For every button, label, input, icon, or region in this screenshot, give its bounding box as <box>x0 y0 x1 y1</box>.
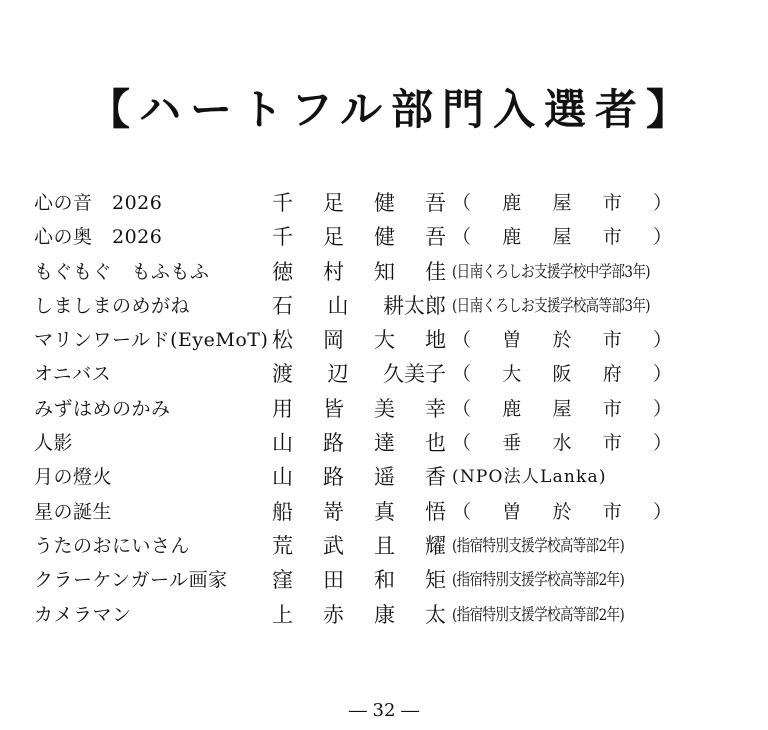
work-title: 人影 <box>34 432 74 455</box>
affiliation-char: 垂 <box>502 432 522 455</box>
entrant-name-part: 太 <box>425 602 446 627</box>
affiliation-char: 市 <box>602 329 622 352</box>
affiliation-char: 屋 <box>552 192 572 214</box>
entrant-name-part: 大 <box>374 328 395 353</box>
entrant-affiliation <box>452 186 672 220</box>
entrant-name <box>272 289 446 323</box>
entrant-name <box>272 392 446 426</box>
entrant-name-part: 矩 <box>425 568 446 593</box>
entrant-row <box>34 220 674 254</box>
work-title: オニバス <box>34 363 112 386</box>
entrant-name-part: 康 <box>374 602 395 627</box>
entrant-name-part: 赤 <box>323 602 344 627</box>
entrant-name-part: 健 <box>374 191 395 215</box>
affiliation-char: 市 <box>602 432 622 455</box>
entrant-name-part: 千 <box>272 225 293 250</box>
entrant-name-part: 路 <box>323 431 344 456</box>
affiliation-char: 屋 <box>552 226 572 249</box>
affiliation-char: （ <box>452 500 472 523</box>
entrant-list <box>34 186 674 632</box>
affiliation-char: 市 <box>602 500 622 523</box>
entrant-name-part: 香 <box>425 465 446 490</box>
work-title: 星の誕生 <box>34 500 113 523</box>
entrant-name-part: 山 <box>272 465 293 490</box>
work-title: みずはめのかみ <box>34 397 171 420</box>
affiliation-char: 大 <box>502 363 522 386</box>
affiliation-char: 於 <box>552 500 572 523</box>
entrant-affiliation <box>452 220 672 254</box>
entrant-row <box>34 563 674 597</box>
entrant-name-part: 徳 <box>272 259 293 284</box>
entrant-affiliation: (日南くろしお支援学校高等部3年) <box>452 296 650 316</box>
entrant-row <box>34 495 674 529</box>
entrant-row <box>34 426 674 460</box>
entrant-name-part: 遥 <box>374 465 395 490</box>
affiliation-char: （ <box>452 329 472 352</box>
entrant-row <box>34 598 674 632</box>
affiliation-char: 屋 <box>552 397 572 420</box>
affiliation-char: （ <box>452 432 472 455</box>
affiliation-char: （ <box>452 397 472 420</box>
entrant-affiliation <box>452 495 672 529</box>
entrant-name-part: 武 <box>323 533 344 558</box>
section-heading: 【ハートフル部門入選者】 <box>88 85 698 134</box>
entrant-row <box>34 529 674 563</box>
work-title: もぐもぐ もふもふ <box>34 260 210 283</box>
affiliation-char: 鹿 <box>502 192 522 214</box>
entrant-name-part: 真 <box>374 499 395 524</box>
entrant-name <box>272 255 446 289</box>
entrant-name-part: 美 <box>374 396 395 421</box>
entrant-affiliation: (指宿特別支援学校高等部2年) <box>452 570 625 590</box>
affiliation-char: 曽 <box>502 329 522 352</box>
entrant-affiliation: (指宿特別支援学校高等部2年) <box>452 604 625 625</box>
entrant-name-part: 地 <box>425 328 446 353</box>
entrant-name-part: 足 <box>323 225 344 250</box>
work-title: 月の燈火 <box>34 466 113 489</box>
affiliation-char: 阪 <box>552 363 572 386</box>
entrant-name-part: 松 <box>272 328 293 353</box>
entrant-name-part: 耀 <box>425 533 446 558</box>
entrant-affiliation: (指宿特別支援学校高等部2年) <box>452 536 625 556</box>
entrant-affiliation <box>452 357 672 391</box>
affiliation-char: 水 <box>552 432 572 455</box>
entrant-name-part: 佳 <box>425 259 446 284</box>
entrant-name-part: 知 <box>374 259 395 284</box>
affiliation-char: 於 <box>552 329 572 352</box>
entrant-name-part: 久美子 <box>383 362 446 387</box>
entrant-name <box>272 186 446 220</box>
entrant-name-part: 足 <box>323 191 344 215</box>
entrant-name-part: 且 <box>374 533 395 558</box>
work-title: 心の奥 2026 <box>34 226 163 249</box>
entrant-row <box>34 392 674 426</box>
affiliation-char: 市 <box>602 226 622 249</box>
affiliation-char: ） <box>652 192 672 214</box>
entrant-name <box>272 495 446 529</box>
entrant-name <box>272 323 446 357</box>
affiliation-char: 府 <box>602 363 622 386</box>
affiliation-char: ） <box>652 432 672 455</box>
affiliation-char: ） <box>652 397 672 420</box>
entrant-name-part: 山 <box>327 293 349 318</box>
entrant-name-part: 岡 <box>323 328 344 353</box>
entrant-name-part: 嵜 <box>323 499 344 524</box>
work-title: カメラマン <box>34 603 132 626</box>
work-title: うたのおにいさん <box>34 534 191 557</box>
entrant-name-part: 窪 <box>272 568 293 593</box>
entrant-name-part: 也 <box>425 431 446 456</box>
entrant-affiliation: (NPO法人Lanka) <box>452 467 607 488</box>
entrant-affiliation <box>452 392 672 426</box>
entrant-name-part: 和 <box>374 568 395 593</box>
entrant-name <box>272 357 446 391</box>
affiliation-char: 曽 <box>502 500 522 523</box>
work-title: しましまのめがね <box>34 294 191 317</box>
entrant-name <box>272 220 446 254</box>
entrant-name-part: 耕太郎 <box>383 293 446 318</box>
entrant-name-part: 吾 <box>425 191 446 215</box>
entrant-name <box>272 529 446 563</box>
entrant-affiliation: (日南くろしお支援学校中学部3年) <box>452 261 650 282</box>
work-title: クラーケンガール画家 <box>34 569 228 592</box>
entrant-name <box>272 598 446 632</box>
entrant-row <box>34 323 674 357</box>
entrant-name <box>272 563 446 597</box>
entrant-name <box>272 460 446 494</box>
entrant-name-part: 山 <box>272 431 293 456</box>
affiliation-char: ） <box>652 500 672 523</box>
work-title: マリンワールド(EyeMoT) <box>34 329 269 352</box>
entrant-name-part: 幸 <box>425 396 446 421</box>
entrant-name-part: 用 <box>272 396 293 421</box>
page-number: ― 32 ― <box>348 700 420 721</box>
entrant-name-part: 悟 <box>425 499 446 524</box>
affiliation-char: ） <box>652 226 672 249</box>
entrant-row <box>34 357 674 391</box>
entrant-name-part: 千 <box>272 191 293 215</box>
entrant-name-part: 上 <box>272 602 293 627</box>
entrant-name-part: 石 <box>272 293 293 318</box>
entrant-name <box>272 426 446 460</box>
entrant-name-part: 達 <box>374 431 395 456</box>
entrant-name-part: 田 <box>323 568 344 593</box>
affiliation-char: （ <box>452 192 472 214</box>
entrant-row <box>34 289 674 323</box>
affiliation-char: （ <box>452 363 472 386</box>
entrant-name-part: 路 <box>323 465 344 490</box>
work-title: 心の音 2026 <box>34 192 163 214</box>
affiliation-char: 鹿 <box>502 397 522 420</box>
affiliation-char: ） <box>652 329 672 352</box>
entrant-name-part: 荒 <box>272 533 293 558</box>
entrant-name-part: 村 <box>323 259 344 284</box>
entrant-name-part: 船 <box>272 499 293 524</box>
entrant-row <box>34 255 674 289</box>
affiliation-char: （ <box>452 226 472 249</box>
entrant-name-part: 健 <box>374 225 395 250</box>
entrant-name-part: 辺 <box>327 362 349 387</box>
affiliation-char: 鹿 <box>502 226 522 249</box>
entrant-name-part: 吾 <box>425 225 446 250</box>
affiliation-char: 市 <box>602 192 622 214</box>
entrant-row <box>34 460 674 494</box>
entrant-name-part: 渡 <box>272 362 293 387</box>
entrant-affiliation <box>452 323 672 357</box>
entrant-affiliation <box>452 426 672 460</box>
entrant-name-part: 皆 <box>323 396 344 421</box>
entrant-row <box>34 186 674 220</box>
affiliation-char: 市 <box>602 397 622 420</box>
affiliation-char: ） <box>652 363 672 386</box>
